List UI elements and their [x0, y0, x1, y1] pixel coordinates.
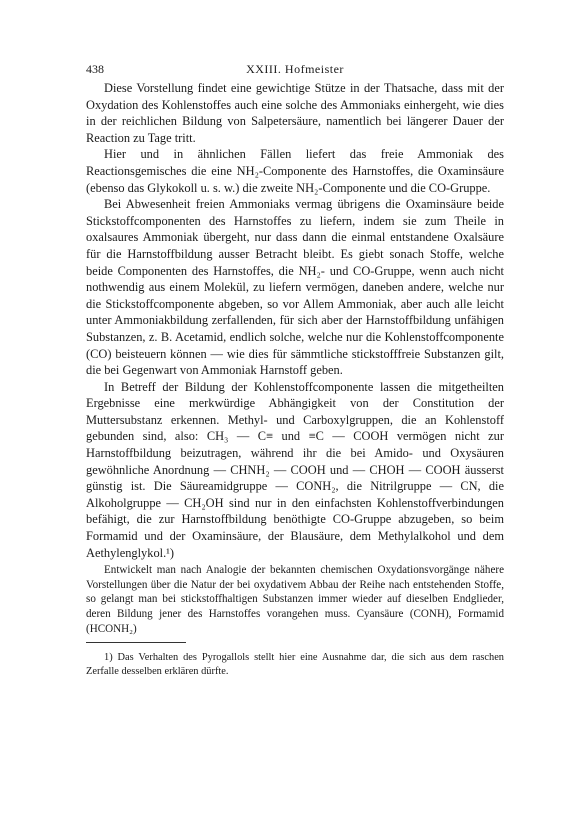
paragraph-1: Diese Vorstellung findet eine gewichtige Stütze in der Thatsache, dass mit der Oxydation des Kohlenstoffes auch eine solche des Ammoniaks einhergeht, wie dies in der reichlichen Bildung von Salpetersäure, namentlich bei längerer Dauer der Reaction zu Tage tritt.: [86, 81, 504, 145]
body-text: [86, 80, 504, 678]
paragraph-3: Bei Abwesenheit freien Ammoniaks vermag übrigens die Oxaminsäure beide Stickstoffcomponenten des Harnstoffes zu liefern, indem sie zum Theile in oxalsaures Ammoniak übergeht, nur dass dann die einmal entstandene Oxalsäure für die Harnstoffbildung ausser Betracht bleibt. Es giebt sonach Stoffe, welche beide Componenten des Harnstoffes, die NH₂- und CO-Gruppe, wenn auch nicht nothwendig aus einem Molekül, zu liefern vermögen, daneben andere, welche nur die Stickstoffcomponente abgeben, so vor Allem Ammoniak, aber auch alle leicht unter Ammoniakbildung zerfallenden, für sich aber der Harnstoffbildung unfähigen Substanzen, z. B. Acetamid, endlich solche, welche nur die Kohlenstoffcomponente (CO) beisteuern können — wie dies für sämmtliche stickstofffreie Substanzen gilt, die bei Gegenwart von Ammoniak Harnstoff geben.: [86, 197, 504, 378]
running-head: XXIII. Hofmeister: [246, 62, 344, 76]
footnote-divider: [86, 642, 186, 643]
paragraph-2: Hier und in ähnlichen Fällen liefert das freie Ammoniak des Reactionsgemisches die eine NH₂-Componente des Harnstoffes, die Oxaminsäure (ebenso das Glykokoll u. s. w.) die zweite NH₂-Componente und die CO-Gruppe.: [86, 147, 504, 195]
small-print-section: [86, 563, 504, 636]
paragraph-4: In Betreff der Bildung der Kohlenstoffcomponente lassen die mitgetheilten Ergebnisse eine merkwürdige Abhängigkeit von der Constitution der Muttersubstanz erkennen. Methyl- und Carboxylgruppen, die an Kohlenstoff gebunden sind, also: CH₃ — C≡ und ≡C — COOH vermögen nicht zur Harnstoffbildung beizutragen, während ihr die bei Amido- und Oxysäuren gewöhnliche Anordnung — CHNH₂ — COOH und — CHOH — COOH äusserst günstig ist. Die Säureamidgruppe — CONH₂, die Nitrilgruppe — CN, die Alkoholgruppe — CH₂OH sind nur in den einfachsten Kohlenstoffverbindungen befähigt, die zur Harnstoffbildung benöthigte CO-Gruppe abzugeben, so beim Formamid und der Oxaminsäure, der Blausäure, dem Methylalkohol und dem Aethylenglykol.¹): [86, 379, 504, 560]
page-number: 438: [86, 62, 104, 76]
page-header: [86, 62, 504, 78]
footnote: 1) Das Verhalten des Pyrogallols stellt hier eine Ausnahme dar, die sich aus dem raschen Zerfalle desselben erklären dürfte.: [86, 652, 504, 677]
small-paragraph: Entwickelt man nach Analogie der bekannten chemischen Oxydationsvorgänge nähere Vorstellungen über die Natur der bei oxydativem Abbau der Reihe nach entstehenden Stoffe, so gelangt man bei stickstoffhaltigen Substanzen immer wieder auf dieselben Endglieder, deren Bildung jener des Harnstoffes vorangehen muss. Cyansäure (CONH), Formamid (HCONH₂): [86, 564, 504, 635]
